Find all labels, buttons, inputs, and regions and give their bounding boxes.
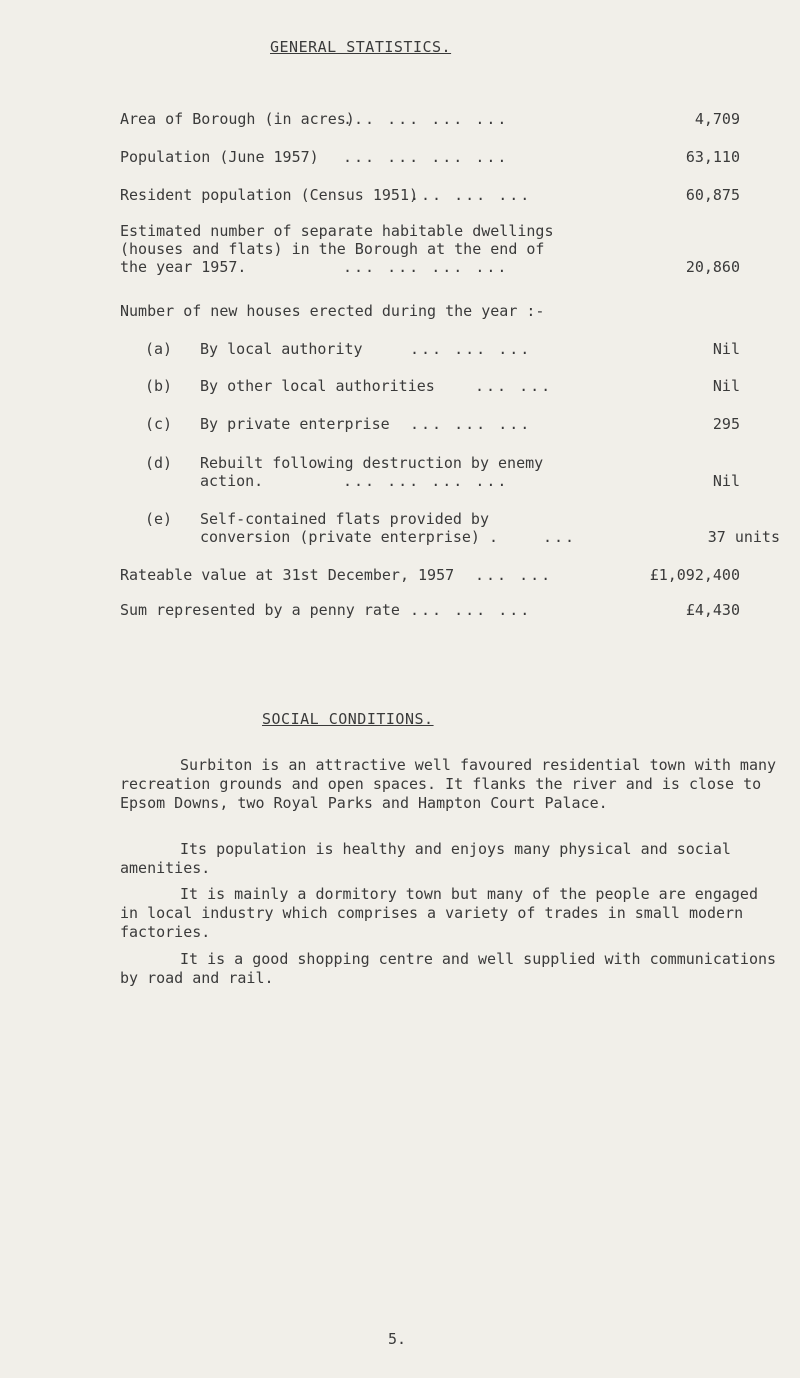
area-value: 4,709 bbox=[694, 110, 740, 128]
item-d-label-line2: action. bbox=[200, 472, 264, 490]
page-number: 5. bbox=[388, 1330, 407, 1348]
item-b-label: By other local authorities bbox=[200, 377, 435, 395]
social-paragraph-4: It is a good shopping centre and well supplied with communications by road and rail. bbox=[120, 950, 777, 987]
item-a-marker: (a) bbox=[145, 340, 173, 358]
resident-population-dots: ... ... ... bbox=[410, 186, 532, 204]
item-e-marker: (e) bbox=[145, 510, 173, 528]
item-e-dots: ... bbox=[543, 528, 577, 546]
general-statistics-heading: GENERAL STATISTICS. bbox=[270, 38, 452, 56]
item-d-dots: ... ... ... ... bbox=[343, 472, 509, 490]
item-e-label-line2: conversion (private enterprise) . bbox=[200, 528, 499, 546]
item-e-value: 37 units bbox=[707, 528, 780, 546]
dwellings-dots: ... ... ... ... bbox=[343, 258, 509, 276]
item-e-label-line1: Self-contained flats provided by bbox=[200, 510, 489, 528]
item-b-value: Nil bbox=[712, 377, 740, 395]
dwellings-label-line1: Estimated number of separate habitable dwellings bbox=[120, 222, 554, 240]
item-a-value: Nil bbox=[712, 340, 740, 358]
item-c-value: 295 bbox=[712, 415, 740, 433]
item-b-marker: (b) bbox=[145, 377, 173, 395]
resident-population-label: Resident population (Census 1951) bbox=[120, 186, 419, 204]
item-c-marker: (c) bbox=[145, 415, 173, 433]
population-label: Population (June 1957) bbox=[120, 148, 319, 166]
area-dots: ... ... ... ... bbox=[343, 110, 509, 128]
penny-rate-dots: ... ... ... bbox=[410, 601, 532, 619]
social-conditions-heading: SOCIAL CONDITIONS. bbox=[262, 710, 434, 728]
dwellings-label-line3: the year 1957. bbox=[120, 258, 247, 276]
social-paragraph-2: Its population is healthy and enjoys many physical and social amenities. bbox=[120, 840, 731, 877]
dwellings-label-line2: (houses and flats) in the Borough at the end of bbox=[120, 240, 545, 258]
population-dots: ... ... ... ... bbox=[343, 148, 509, 166]
rateable-value-label: Rateable value at 31st December, 1957 bbox=[120, 566, 455, 584]
item-c-label: By private enterprise bbox=[200, 415, 390, 433]
rateable-value-amount: £1,092,400 bbox=[649, 566, 740, 584]
item-d-marker: (d) bbox=[145, 454, 173, 472]
new-houses-label: Number of new houses erected during the year :- bbox=[120, 302, 545, 320]
population-value: 63,110 bbox=[685, 148, 740, 166]
area-label: Area of Borough (in acres) bbox=[120, 110, 355, 128]
item-b-dots: ... ... bbox=[475, 377, 553, 395]
resident-population-value: 60,875 bbox=[685, 186, 740, 204]
item-d-label-line1: Rebuilt following destruction by enemy bbox=[200, 454, 544, 472]
penny-rate-label: Sum represented by a penny rate bbox=[120, 601, 400, 619]
item-a-dots: ... ... ... bbox=[410, 340, 532, 358]
social-paragraph-3: It is mainly a dormitory town but many of the people are engaged in local industry which comprises a variety of trades in small modern factories. bbox=[120, 885, 758, 941]
item-c-dots: ... ... ... bbox=[410, 415, 532, 433]
item-a-label: By local authority bbox=[200, 340, 363, 358]
penny-rate-amount: £4,430 bbox=[685, 601, 740, 619]
dwellings-value: 20,860 bbox=[685, 258, 740, 276]
social-paragraph-1: Surbiton is an attractive well favoured residential town with many recreation grounds and open spaces. It flanks the river and is close to Epsom Downs, two Royal Parks and Hampton Court Palace. bbox=[120, 756, 777, 812]
rateable-value-dots: ... ... bbox=[475, 566, 553, 584]
item-d-value: Nil bbox=[712, 472, 740, 490]
